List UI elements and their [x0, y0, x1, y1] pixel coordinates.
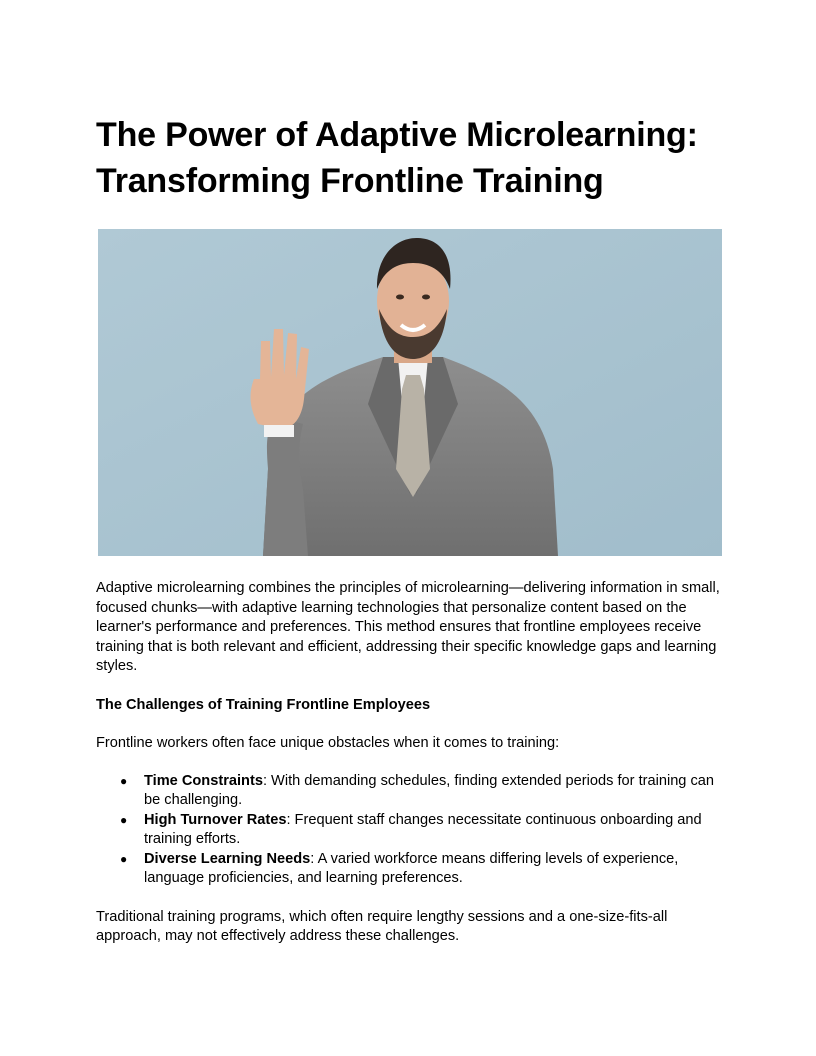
closing-paragraph: Traditional training programs, which often require lengthy sessions and a one-size-fits-all approach, may not effectively address these challenges.: [96, 908, 668, 944]
list-item: [120, 811, 722, 850]
intro-paragraph: Adaptive microlearning combines the principles of microlearning—delivering information in small, focused chunks—with adaptive learning technologies that personalize content based on the learner's performance and preferences. This method ensures that frontline employees receive training that is both relevant and efficient, addressing their specific knowledge gaps and learning styles.: [96, 580, 720, 674]
challenge-term: Diverse Learning Needs: [144, 850, 311, 867]
section-heading: The Challenges of Training Frontline Employees: [96, 696, 431, 713]
hero-image: [98, 229, 722, 556]
challenge-term: Time Constraints: [144, 772, 263, 789]
challenge-text: : A varied workforce means differing levels of experience, language proficiencies, and learning preferences.: [144, 850, 679, 886]
challenge-text: : With demanding schedules, finding extended periods for training can be challenging.: [144, 772, 715, 808]
list-item: [120, 772, 722, 811]
bullet-icon: ●: [120, 812, 128, 827]
challenge-term: High Turnover Rates: [144, 811, 287, 828]
bullet-icon: ●: [120, 851, 128, 866]
page-title: The Power of Adaptive Microlearning: Transforming Frontline Training: [96, 116, 698, 200]
challenges-list: [96, 772, 722, 889]
document-page: [96, 112, 722, 947]
list-item: [120, 850, 722, 889]
challenge-text: : Frequent staff changes necessitate continuous onboarding and training efforts.: [144, 811, 702, 847]
bullet-icon: ●: [120, 773, 128, 788]
lead-paragraph: Frontline workers often face unique obstacles when it comes to training:: [96, 735, 560, 751]
businessman-photo-icon: [98, 229, 722, 556]
